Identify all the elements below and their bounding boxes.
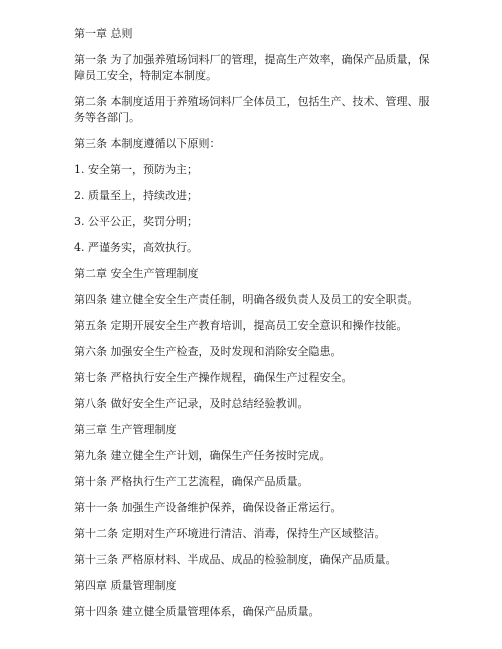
article-9: 第九条 建立健全生产计划，确保生产任务按时完成。 <box>74 449 331 462</box>
chapter-1-heading: 第一章 总则 <box>74 27 133 40</box>
article-8: 第八条 做好安全生产记录，及时总结经验教训。 <box>74 397 309 410</box>
article-12: 第十二条 定期对生产环境进行清洁、消毒，保持生产区域整洁。 <box>74 527 386 540</box>
article-5: 第五条 定期开展安全生产教育培训，提高员工安全意识和操作技能。 <box>74 319 408 332</box>
principle-2: 2. 质量至上，持续改进； <box>74 189 198 202</box>
article-3: 第三条 本制度遵循以下原则： <box>74 137 221 150</box>
article-11: 第十一条 加强生产设备维护保养，确保设备正常运行。 <box>74 501 342 514</box>
principle-1: 1. 安全第一，预防为主； <box>74 163 198 176</box>
article-10: 第十条 严格执行生产工艺流程，确保产品质量。 <box>74 475 309 488</box>
article-6: 第六条 加强安全生产检查，及时发现和消除安全隐患。 <box>74 345 342 358</box>
document-page <box>74 26 434 630</box>
article-14: 第十四条 建立健全质量管理体系，确保产品质量。 <box>74 605 320 618</box>
chapter-2-heading: 第二章 安全生产管理制度 <box>74 267 199 280</box>
article-1: 第一条 为了加强养殖场饲料厂的管理，提高生产效率，确保产品质量，保障员工安全，特制定本制度。 <box>74 53 430 82</box>
article-7: 第七条 严格执行安全生产操作规程，确保生产过程安全。 <box>74 371 353 384</box>
principle-4: 4. 严谨务实，高效执行。 <box>74 241 198 254</box>
article-4: 第四条 建立健全安全生产责任制，明确各级负责人及员工的安全职责。 <box>74 293 419 306</box>
chapter-3-heading: 第三章 生产管理制度 <box>74 423 177 436</box>
article-2: 第二条 本制度适用于养殖场饲料厂全体员工，包括生产、技术、管理、服务等各部门。 <box>74 95 430 124</box>
article-13: 第十三条 严格原材料、半成品、成品的检验制度，确保产品质量。 <box>74 553 397 566</box>
principle-3: 3. 公平公正，奖罚分明； <box>74 215 198 228</box>
chapter-4-heading: 第四章 质量管理制度 <box>74 579 177 592</box>
